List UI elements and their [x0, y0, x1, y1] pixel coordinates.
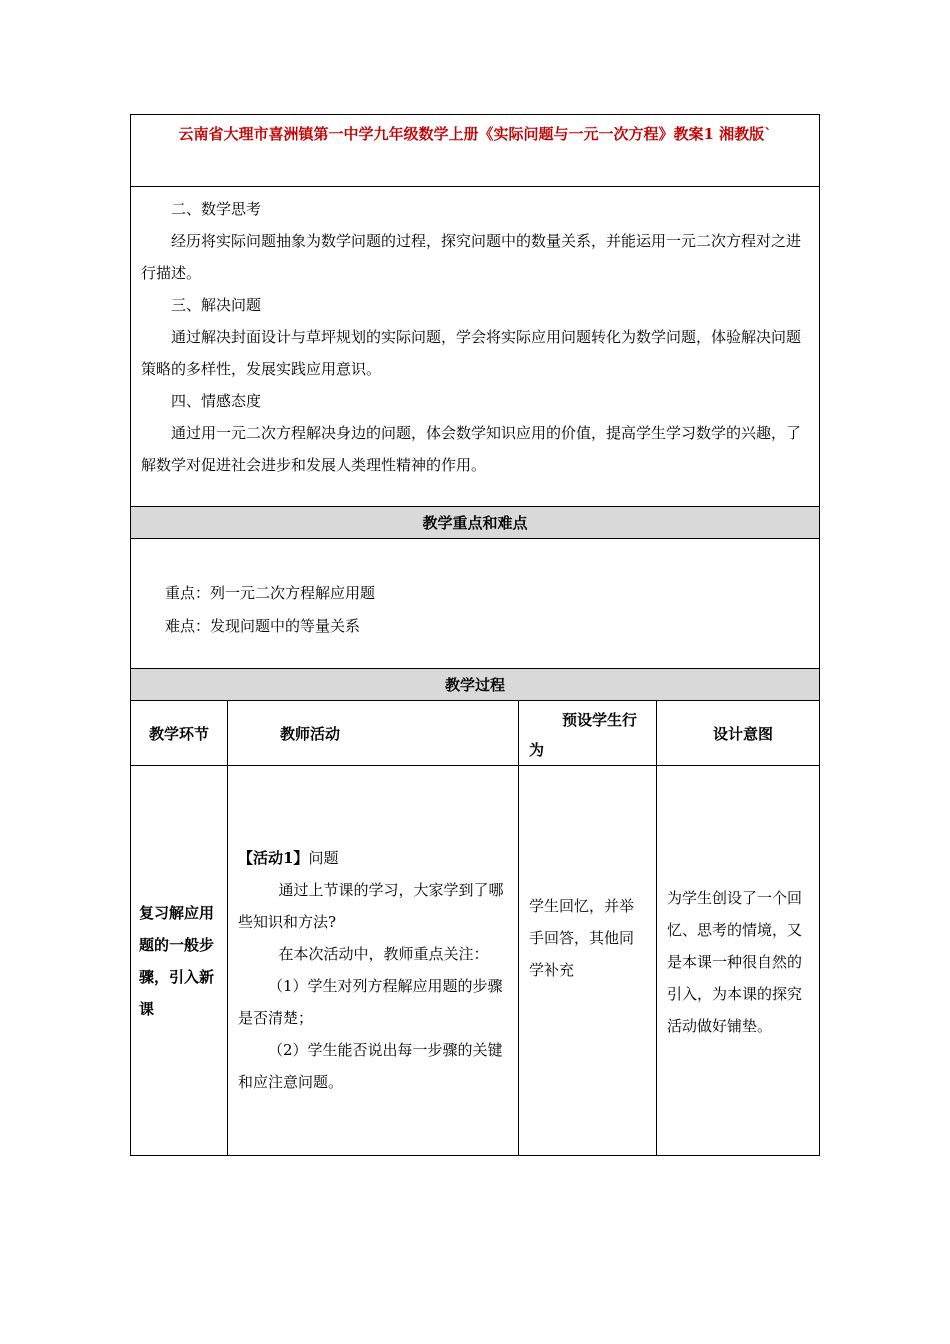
- student-behavior-cell: 学生回忆，并举手回答，其他同学补充: [519, 766, 657, 1156]
- objective-heading: 二、数学思考: [171, 200, 262, 218]
- stage-cell: 复习解应用题的一般步骤，引入新课: [131, 766, 228, 1156]
- col-header-intent: 设计意图: [657, 701, 820, 766]
- focus-text: 重点：列一元二次方程解应用题: [165, 584, 376, 602]
- lesson-plan-table: [130, 114, 820, 1156]
- objective-text: 通过用一元二次方程解决身边的问题，体会数学知识应用的价值，提高学生学习数学的兴趣，了解数学对促进社会进步和发展人类理性精神的作用。: [141, 424, 802, 474]
- key-points-header: 教学重点和难点: [131, 507, 820, 539]
- difficulty-text: 难点：发现问题中的等量关系: [165, 617, 361, 635]
- activity-label: 【活动1】: [238, 849, 309, 867]
- objectives-section: [131, 187, 820, 507]
- document-title: 云南省大理市喜洲镇第一中学九年级数学上册《实际问题与一元一次方程》教案1 湘教版`: [131, 115, 820, 187]
- process-header: 教学过程: [131, 669, 820, 701]
- col-header-teacher: 教师活动: [228, 701, 519, 766]
- objective-heading: 三、解决问题: [171, 296, 262, 314]
- teacher-line: 通过上节课的学习，大家学到了哪些知识和方法?: [238, 881, 504, 931]
- objective-heading: 四、情感态度: [171, 392, 262, 410]
- activity-title-line: [238, 842, 508, 874]
- objective-text: 经历将实际问题抽象为数学问题的过程，探究问题中的数量关系，并能运用一元二次方程对之进行描述。: [141, 232, 802, 282]
- teacher-activity-cell: [228, 766, 519, 1156]
- teacher-line: （1）学生对列方程解应用题的步骤是否清楚；: [238, 977, 503, 1027]
- activity-title: 问题: [308, 849, 339, 867]
- design-intent-cell: 为学生创设了一个回忆、思考的情境，又是本课一种很自然的引入，为本课的探究活动做好铺垫。: [657, 766, 820, 1156]
- objective-text: 通过解决封面设计与草坪规划的实际问题，学会将实际应用问题转化为数学问题，体验解决问题策略的多样性，发展实践应用意识。: [141, 328, 802, 378]
- teacher-line: 在本次活动中，教师重点关注：: [278, 945, 489, 963]
- teacher-line: （2）学生能否说出每一步骤的关键和应注意问题。: [238, 1041, 503, 1091]
- key-points-section: [131, 539, 820, 669]
- col-header-student: 预设学生行为: [519, 701, 657, 766]
- col-header-stage: 教学环节: [131, 701, 228, 766]
